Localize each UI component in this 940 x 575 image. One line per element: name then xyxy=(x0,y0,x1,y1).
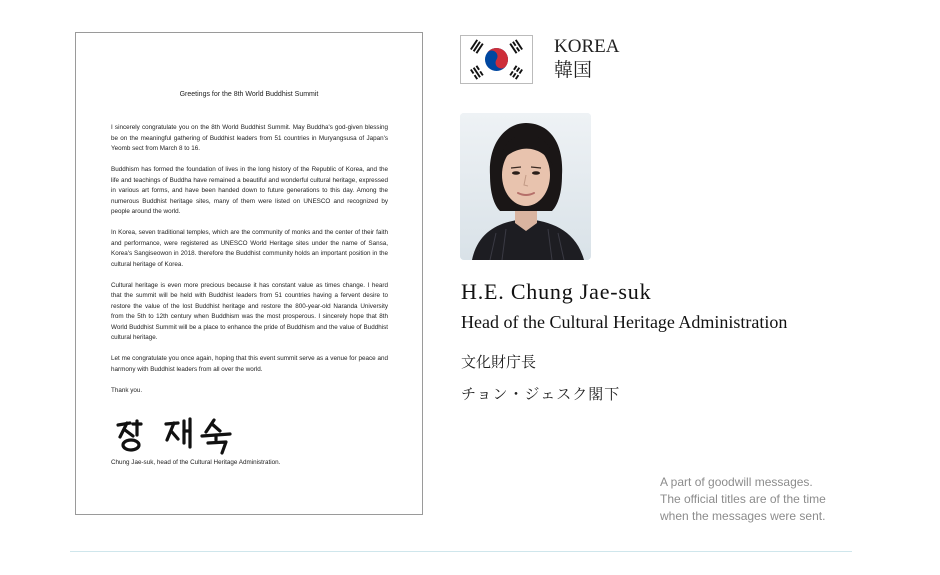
note-line: A part of goodwill messages. xyxy=(660,475,813,489)
handwritten-signature xyxy=(114,415,244,455)
country-name-jp: 韓国 xyxy=(554,60,593,81)
letter-paragraph: In Korea, seven traditional temples, which are the community of monks and the center of their faith and performance, were registered as UNESCO World Heritage sites under the name of Sansa, Korea's Sangiseowon in 2018. therefore the Buddhist community holds an important position in the cultural heritage of Korea. xyxy=(111,229,388,268)
goodwill-letter xyxy=(75,32,423,515)
signature-caption: Chung Jae-suk, head of the Cultural Heritage Administration. xyxy=(111,459,281,466)
person-position: Head of the Cultural Heritage Administration xyxy=(461,312,788,332)
person-name: H.E. Chung Jae-suk xyxy=(461,279,652,304)
disclaimer-note xyxy=(660,474,826,525)
bottom-divider xyxy=(70,551,852,552)
letter-paragraph: Cultural heritage is even more precious because it has constant value as times change. I heard that the summit will be held with Buddhist leaders from 51 countries having a fervent desire to restore the value of the lost Buddhist heritage and restore the 800-year-old Naranda University from the 5th to 12th century when Buddhism was the most prosperous. I sincerely hope that 8th World Buddhist Summit will be a place to enhance the pride of Buddhism and the value of Buddhist cultural heritage. xyxy=(111,281,388,341)
letter-paragraph: Let me congratulate you once again, hoping that this event summit serve as a venue for peace and harmony with Buddhist leaders from all over the world. xyxy=(111,355,388,373)
note-line: when the messages were sent. xyxy=(660,509,826,523)
south-korea-flag-icon xyxy=(460,35,533,84)
letter-title: Greetings for the 8th World Buddhist Summit xyxy=(179,91,319,98)
person-position-jp: 文化財庁長 xyxy=(461,353,537,371)
portrait-photo xyxy=(460,113,591,260)
note-line: The official titles are of the time xyxy=(660,492,826,506)
letter-paragraph: I sincerely congratulate you on the 8th World Buddhist Summit. May Buddha's god-given blessing be on the meaningful gathering of Buddhist leaders from 51 countries in Muryangsusa of Japan's Yeomb sect from March 8 to 16. xyxy=(111,124,388,152)
person-name-jp: チョン・ジェスク閣下 xyxy=(461,385,621,403)
country-label xyxy=(554,35,619,83)
letter-closing: Thank you. xyxy=(111,386,143,394)
letter-paragraph: Buddhism has formed the foundation of lives in the long history of the Republic of Korea, and the life and teachings of Buddha have remained a beautiful and wonderful cultural heritage, expressed in various art forms, and have been handed down to future generations to this day. Among the numerous Buddhist heritage sites, many of them were listed on UNESCO and recognized by people around the world. xyxy=(111,166,388,215)
country-name-en: KOREA xyxy=(554,36,620,57)
letter-body xyxy=(111,123,388,407)
